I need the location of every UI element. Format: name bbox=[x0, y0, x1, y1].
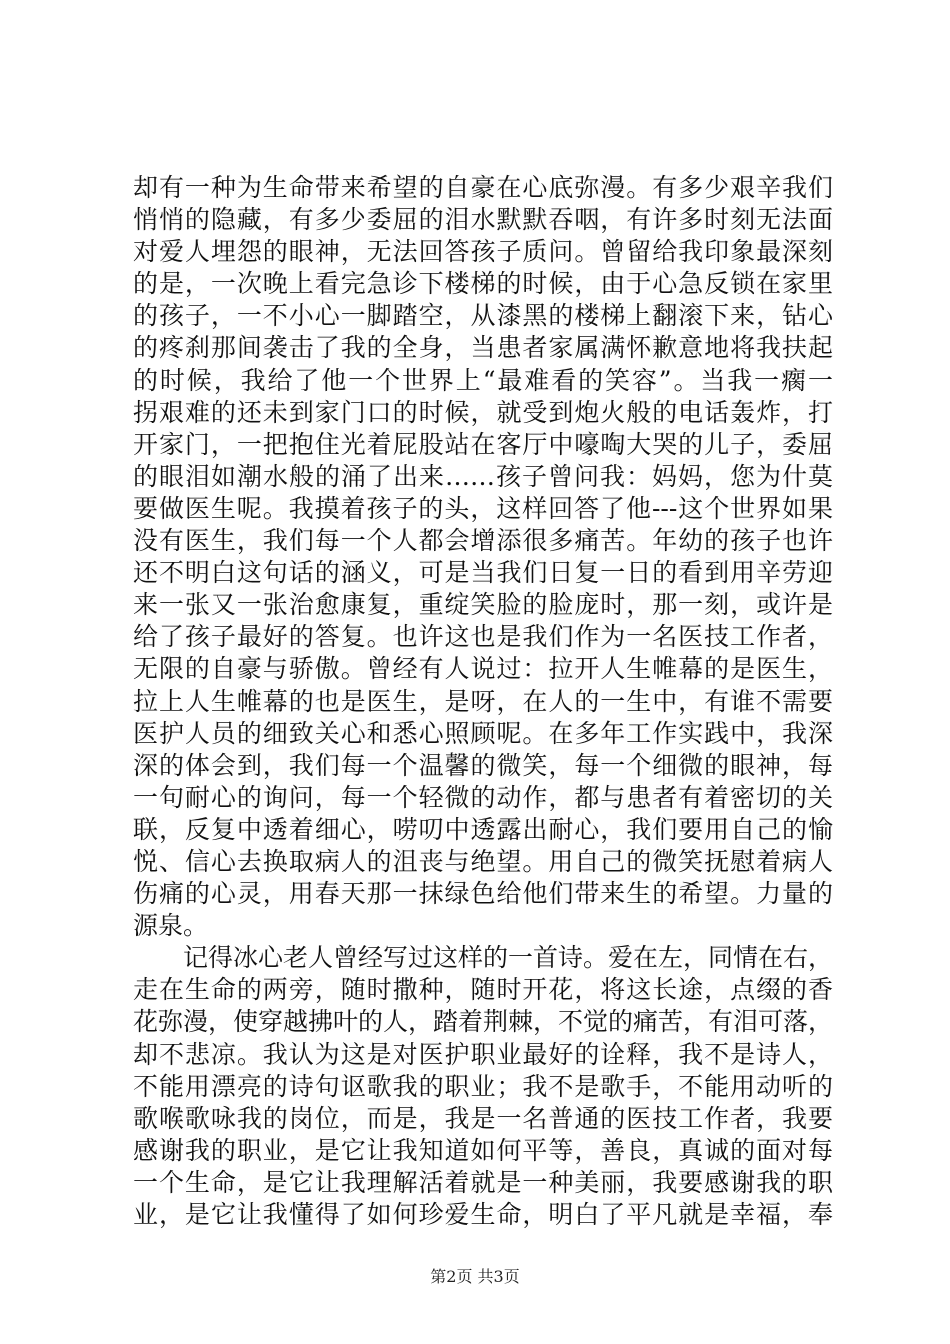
text-line: 给了孩子最好的答复。也许这也是我们作为一名医技工作者， bbox=[133, 622, 833, 652]
text-line: 悄悄的隐藏，有多少委屈的泪水默默吞咽，有许多时刻无法面 bbox=[133, 205, 833, 235]
body-text bbox=[133, 172, 833, 1231]
text-line: 的孩子，一不小心一脚踏空，从漆黑的楼梯上翻滚下来，钻心 bbox=[133, 301, 833, 331]
text-line: 一句耐心的询问，每一个轻微的动作，都与患者有着密切的关 bbox=[133, 782, 833, 812]
text-line: 歌喉歌咏我的岗位，而是，我是一名普通的医技工作者，我要 bbox=[133, 1103, 833, 1133]
text-line: 拉上人生帷幕的也是医生，是呀，在人的一生中，有谁不需要 bbox=[133, 686, 833, 716]
text-line: 感谢我的职业，是它让我知道如何平等，善良，真诚的面对每 bbox=[133, 1135, 833, 1165]
text-line: 的是，一次晚上看完急诊下楼梯的时候，由于心急反锁在家里 bbox=[133, 269, 833, 299]
text-line: 还不明白这句话的涵义，可是当我们日复一日的看到用辛劳迎 bbox=[133, 558, 833, 588]
text-line: 没有医生，我们每一个人都会增添很多痛苦。年幼的孩子也许 bbox=[133, 526, 833, 556]
text-line: 联，反复中透着细心，唠叨中透露出耐心，我们要用自己的愉 bbox=[133, 814, 833, 844]
text-line: 开家门，一把抱住光着屁股站在客厅中嚎啕大哭的儿子，委屈 bbox=[133, 429, 833, 459]
text-line: 悦、信心去换取病人的沮丧与绝望。用自己的微笑抚慰着病人 bbox=[133, 846, 833, 876]
text-line: 的时候，我给了他一个世界上“最难看的笑容”。当我一瘸一 bbox=[133, 365, 833, 395]
text-line: 对爱人埋怨的眼神，无法回答孩子质问。曾留给我印象最深刻 bbox=[133, 237, 833, 267]
text-line: 伤痛的心灵，用春天那一抹绿色给他们带来生的希望。力量的 bbox=[133, 879, 833, 909]
text-line: 却不悲凉。我认为这是对医护职业最好的诠释，我不是诗人， bbox=[133, 1039, 833, 1069]
text-line: 医护人员的细致关心和悉心照顾呢。在多年工作实践中，我深 bbox=[133, 718, 833, 748]
text-line: 走在生命的两旁，随时撒种，随时开花，将这长途，点缀的香 bbox=[133, 975, 833, 1005]
text-line: 深的体会到，我们每一个温馨的微笑，每一个细微的眼神，每 bbox=[133, 750, 833, 780]
text-line: 源泉。 bbox=[133, 911, 209, 941]
text-line: 无限的自豪与骄傲。曾经有人说过：拉开人生帷幕的是医生， bbox=[133, 654, 833, 684]
text-line: 的疼刹那间袭击了我的全身，当患者家属满怀歉意地将我扶起 bbox=[133, 333, 833, 363]
text-line: 的眼泪如潮水般的涌了出来……孩子曾问我：妈妈，您为什莫 bbox=[133, 461, 833, 491]
text-line: 要做医生呢。我摸着孩子的头，这样回答了他---这个世界如果 bbox=[133, 493, 833, 523]
text-line: 花弥漫，使穿越拂叶的人，踏着荆棘，不觉的痛苦，有泪可落， bbox=[133, 1007, 833, 1037]
paragraph-first-line: 记得冰心老人曾经写过这样的一首诗。爱在左，同情在右， bbox=[183, 943, 833, 973]
text-line: 来一张又一张治愈康复，重绽笑脸的脸庞时，那一刻，或许是 bbox=[133, 590, 833, 620]
page-number-label: 第2页 共3页 bbox=[430, 1267, 520, 1286]
text-line: 一个生命，是它让我理解活着就是一种美丽，我要感谢我的职 bbox=[133, 1167, 833, 1197]
text-line: 业，是它让我懂得了如何珍爱生命，明白了平凡就是幸福，奉 bbox=[133, 1200, 833, 1229]
text-line: 不能用漂亮的诗句讴歌我的职业；我不是歌手，不能用动听的 bbox=[133, 1071, 833, 1101]
page-footer bbox=[0, 1264, 950, 1287]
text-line: 却有一种为生命带来希望的自豪在心底弥漫。有多少艰辛我们 bbox=[133, 173, 833, 202]
text-line: 拐艰难的还未到家门口的时候，就受到炮火般的电话轰炸，打 bbox=[133, 397, 833, 427]
